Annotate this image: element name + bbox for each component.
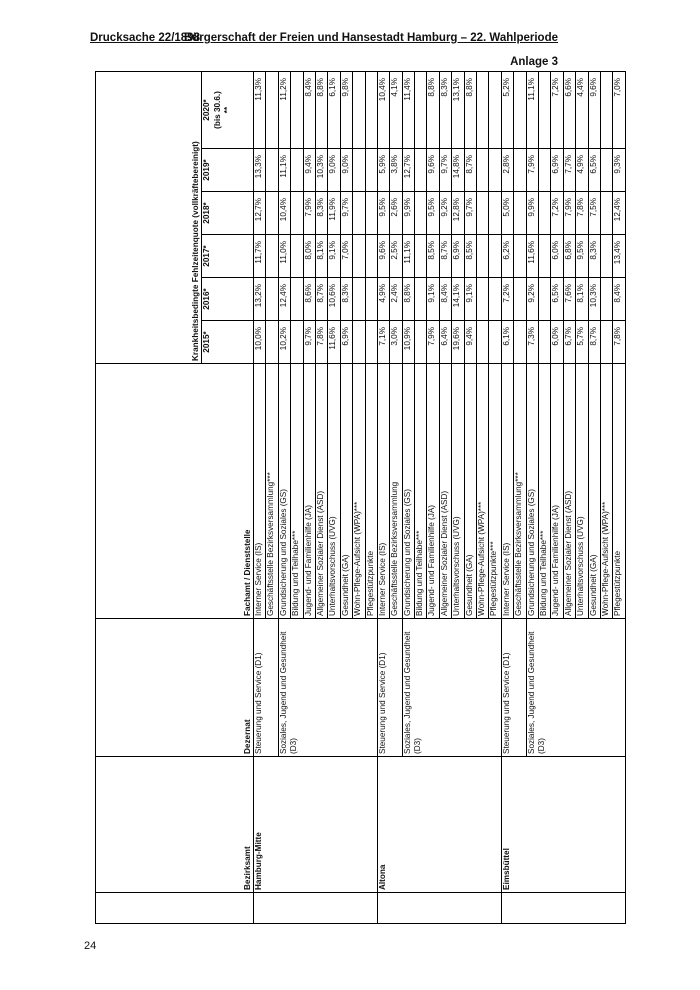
fachamt-cell: Grundsicherung und Soziales (GS) (402, 364, 414, 619)
fachamt-cell: Bildung und Teilhabe*** (291, 364, 303, 619)
value-cell: 7,7% (563, 149, 575, 192)
table-header (96, 71, 254, 923)
value-cell (353, 321, 365, 364)
value-cell: 9,8% (340, 71, 352, 148)
value-cell: 14,1% (452, 278, 464, 321)
value-cell (291, 278, 303, 321)
value-cell (538, 278, 550, 321)
value-cell (266, 235, 278, 278)
value-cell (266, 71, 278, 148)
value-cell: 11,9% (328, 192, 340, 235)
value-cell: 9,9% (526, 192, 538, 235)
value-cell (365, 192, 377, 235)
value-cell: 11,7% (254, 235, 266, 278)
value-cell: 11,1% (402, 235, 414, 278)
value-cell: 8,5% (427, 235, 439, 278)
value-cell: 9,7% (464, 192, 476, 235)
fachamt-cell: Allgemeiner Sozialer Dienst (ASD) (315, 364, 327, 619)
value-cell (477, 192, 489, 235)
value-cell: 7,0% (340, 235, 352, 278)
value-cell: 5,0% (501, 192, 513, 235)
value-cell: 6,4% (439, 321, 451, 364)
dezernat-cell: Soziales, Jugend und Gesundheit (D3) (402, 619, 501, 757)
value-cell (365, 321, 377, 364)
value-cell (291, 149, 303, 192)
value-cell (477, 149, 489, 192)
fachamt-cell: Pflegestützpunkte (613, 364, 625, 619)
value-cell (489, 235, 501, 278)
value-cell: 9,0% (340, 149, 352, 192)
bezirksamt-cell: Eimsbüttel (501, 757, 625, 893)
fachamt-cell: Wohn-Pflege-Aufsicht (WPA)*** (353, 364, 365, 619)
fachamt-cell: Bildung und Teilhabe*** (538, 364, 550, 619)
value-cell: 9,4% (464, 321, 476, 364)
fachamt-cell: Interner Service (IS) (377, 364, 389, 619)
sick-leave-table (95, 71, 626, 924)
fachamt-cell: Jugend- und Familienhilfe (JA) (427, 364, 439, 619)
value-cell (365, 71, 377, 148)
year-header: 2017* (202, 235, 254, 278)
value-cell: 4,1% (390, 71, 402, 148)
value-cell (291, 235, 303, 278)
fachamt-cell: Pflegestützpunkte*** (489, 364, 501, 619)
value-cell (291, 321, 303, 364)
value-cell (415, 321, 427, 364)
value-cell: 9,1% (427, 278, 439, 321)
fachamt-cell: Geschäftsstelle Bezirksversammlung*** (514, 364, 526, 619)
page-number: 24 (84, 940, 97, 952)
value-cell: 9,1% (328, 235, 340, 278)
value-cell: 8,5% (464, 235, 476, 278)
bezirksamt-cell: Altona (377, 757, 501, 893)
value-cell (600, 192, 612, 235)
rotated-table-container (95, 72, 623, 924)
value-cell: 11,6% (526, 235, 538, 278)
fachamt-cell: Interner Service (IS) (254, 364, 266, 619)
value-cell: 13,4% (613, 235, 625, 278)
value-cell (266, 192, 278, 235)
value-cell: 9,9% (402, 192, 414, 235)
value-cell: 6,9% (340, 321, 352, 364)
value-cell (514, 321, 526, 364)
value-cell: 7,6% (563, 278, 575, 321)
year-header: 2019* (202, 149, 254, 192)
dezernat-cell: Soziales, Jugend und Gesundheit (D3) (278, 619, 377, 757)
value-cell (353, 192, 365, 235)
value-cell: 8,8% (402, 278, 414, 321)
value-cell (538, 235, 550, 278)
value-cell: 6,6% (563, 71, 575, 148)
value-cell: 6,9% (551, 149, 563, 192)
value-cell: 7,3% (526, 321, 538, 364)
value-cell: 9,6% (588, 71, 600, 148)
value-cell: 6,1% (501, 321, 513, 364)
value-cell: 8,3% (340, 278, 352, 321)
value-cell: 11,1% (278, 149, 290, 192)
table-rotation-frame (95, 72, 623, 924)
fachamt-cell: Gesundheit (GA) (588, 364, 600, 619)
value-cell (600, 235, 612, 278)
value-cell: 8,0% (303, 235, 315, 278)
value-cell (538, 321, 550, 364)
value-cell: 10,2% (278, 321, 290, 364)
value-cell: 2,6% (390, 192, 402, 235)
fachamt-cell: Wohn-Pflege-Aufsicht (WPA)*** (477, 364, 489, 619)
value-cell: 9,6% (377, 235, 389, 278)
value-cell: 11,3% (254, 71, 266, 148)
value-cell: 10,3% (315, 149, 327, 192)
value-cell (489, 192, 501, 235)
dezernat-cell: Steuerung und Service (D1) (377, 619, 402, 757)
value-cell: 13,2% (254, 278, 266, 321)
value-cell: 6,0% (551, 321, 563, 364)
table-row (377, 71, 389, 923)
value-cell: 4,9% (377, 278, 389, 321)
year-header: 2016* (202, 278, 254, 321)
value-cell (291, 71, 303, 148)
value-cell: 7,0% (613, 71, 625, 148)
value-cell: 8,1% (576, 278, 588, 321)
value-cell: 9,5% (427, 192, 439, 235)
value-cell: 11,2% (278, 71, 290, 148)
value-cell: 12,4% (278, 278, 290, 321)
value-cell (489, 321, 501, 364)
value-cell (477, 71, 489, 148)
fachamt-cell: Jugend- und Familienhilfe (JA) (303, 364, 315, 619)
value-cell: 7,9% (563, 192, 575, 235)
spacer-cell (254, 893, 378, 924)
value-cell: 11,4% (402, 71, 414, 148)
col-header-dezernat: Dezernat (96, 619, 254, 757)
fachamt-cell: Bildung und Teilhabe*** (415, 364, 427, 619)
value-cell: 8,8% (464, 71, 476, 148)
value-cell (353, 278, 365, 321)
value-cell (415, 235, 427, 278)
value-cell (353, 71, 365, 148)
spacer-cell (377, 893, 501, 924)
fachamt-cell: Interner Service (IS) (501, 364, 513, 619)
fachamt-cell: Grundsicherung und Soziales (GS) (526, 364, 538, 619)
value-cell: 2,8% (501, 149, 513, 192)
value-cell: 9,1% (464, 278, 476, 321)
value-cell: 7,2% (551, 192, 563, 235)
value-cell: 8,7% (464, 149, 476, 192)
value-cell: 10,4% (278, 192, 290, 235)
fachamt-cell: Unterhaltsvorschuss (UVG) (452, 364, 464, 619)
fachamt-cell: Allgemeiner Sozialer Dienst (ASD) (563, 364, 575, 619)
col-header-fachamt: Fachamt / Dienststelle (96, 364, 254, 619)
fachamt-cell: Allgemeiner Sozialer Dienst (ASD) (439, 364, 451, 619)
value-cell (600, 149, 612, 192)
value-cell (514, 235, 526, 278)
value-cell: 6,7% (563, 321, 575, 364)
value-cell (266, 278, 278, 321)
value-cell (266, 321, 278, 364)
value-cell: 12,7% (254, 192, 266, 235)
year-header: 2015* (202, 321, 254, 364)
value-cell: 13,1% (452, 71, 464, 148)
value-cell (353, 235, 365, 278)
fachamt-cell: Pflegestützpunkte (365, 364, 377, 619)
value-cell: 7,2% (551, 71, 563, 148)
value-cell (477, 235, 489, 278)
fachamt-cell: Gesundheit (GA) (464, 364, 476, 619)
table-row (254, 71, 266, 923)
value-cell (538, 192, 550, 235)
value-cell: 8,4% (439, 278, 451, 321)
value-cell: 7,9% (526, 149, 538, 192)
value-cell: 8,4% (613, 278, 625, 321)
value-cell: 5,9% (377, 149, 389, 192)
value-cell: 8,4% (303, 71, 315, 148)
value-cell: 6,5% (551, 278, 563, 321)
value-cell (415, 149, 427, 192)
value-cell: 8,8% (315, 71, 327, 148)
value-cell: 11,0% (278, 235, 290, 278)
value-cell (514, 71, 526, 148)
value-cell (489, 278, 501, 321)
col-header-bezirksamt: Bezirksamt (96, 757, 254, 893)
value-cell: 14,8% (452, 149, 464, 192)
value-cell: 8,3% (439, 71, 451, 148)
value-cell: 3,8% (390, 149, 402, 192)
value-cell: 10,0% (254, 321, 266, 364)
fachamt-cell: Grundsicherung und Soziales (GS) (278, 364, 290, 619)
value-cell: 8,3% (588, 235, 600, 278)
attachment-label: Anlage 3 (510, 56, 558, 68)
value-cell: 5,7% (576, 321, 588, 364)
fachamt-cell: Geschäftsstelle Bezirksversammlung (390, 364, 402, 619)
value-cell: 12,7% (402, 149, 414, 192)
value-cell (514, 149, 526, 192)
value-cell: 9,5% (576, 235, 588, 278)
value-cell: 12,4% (613, 192, 625, 235)
value-cell: 7,9% (427, 321, 439, 364)
value-cell: 6,1% (328, 71, 340, 148)
col-header-group: Krankheitsbedingte Fehlzeitenquote (vollkräftebereinigt) (96, 71, 202, 363)
dezernat-cell: Soziales, Jugend und Gesundheit (D3) (526, 619, 625, 757)
value-cell: 9,7% (340, 192, 352, 235)
value-cell: 9,0% (328, 149, 340, 192)
value-cell: 3,0% (390, 321, 402, 364)
value-cell: 7,8% (613, 321, 625, 364)
value-cell (266, 149, 278, 192)
fachamt-cell: Geschäftsstelle Bezirksversammlung*** (266, 364, 278, 619)
value-cell (538, 71, 550, 148)
value-cell: 6,5% (588, 149, 600, 192)
value-cell: 7,1% (377, 321, 389, 364)
value-cell: 10,4% (377, 71, 389, 148)
value-cell: 6,9% (452, 235, 464, 278)
value-cell: 8,3% (315, 192, 327, 235)
value-cell (600, 278, 612, 321)
fachamt-cell: Gesundheit (GA) (340, 364, 352, 619)
value-cell (415, 278, 427, 321)
value-cell (415, 192, 427, 235)
value-cell: 19,6% (452, 321, 464, 364)
value-cell: 13,3% (254, 149, 266, 192)
value-cell: 9,7% (303, 321, 315, 364)
value-cell: 7,2% (501, 278, 513, 321)
value-cell: 8,6% (303, 278, 315, 321)
value-cell (489, 149, 501, 192)
value-cell: 9,2% (526, 278, 538, 321)
value-cell: 10,3% (588, 278, 600, 321)
fachamt-cell: Unterhaltsvorschuss (UVG) (576, 364, 588, 619)
dezernat-cell: Steuerung und Service (D1) (501, 619, 526, 757)
table-row (501, 71, 513, 923)
value-cell (353, 149, 365, 192)
fachamt-cell: Unterhaltsvorschuss (UVG) (328, 364, 340, 619)
year-header: 2018* (202, 192, 254, 235)
value-cell: 9,5% (377, 192, 389, 235)
value-cell: 6,0% (551, 235, 563, 278)
value-cell: 7,8% (315, 321, 327, 364)
value-cell: 7,8% (576, 192, 588, 235)
value-cell: 10,9% (402, 321, 414, 364)
value-cell (365, 278, 377, 321)
value-cell (291, 192, 303, 235)
fachamt-cell: Jugend- und Familienhilfe (JA) (551, 364, 563, 619)
value-cell: 9,2% (439, 192, 451, 235)
year-header: 2020* (bis 30.6.) ** (202, 71, 254, 148)
value-cell: 8,1% (315, 235, 327, 278)
value-cell: 9,6% (427, 149, 439, 192)
value-cell: 4,4% (576, 71, 588, 148)
value-cell: 10,6% (328, 278, 340, 321)
value-cell: 8,7% (588, 321, 600, 364)
value-cell: 8,8% (427, 71, 439, 148)
value-cell: 9,3% (613, 149, 625, 192)
value-cell: 9,7% (439, 149, 451, 192)
value-cell: 11,1% (526, 71, 538, 148)
value-cell: 8,7% (439, 235, 451, 278)
value-cell (514, 192, 526, 235)
value-cell (600, 321, 612, 364)
drucksache-number: Drucksache 22/1898 (90, 32, 200, 44)
bezirksamt-cell: Hamburg-Mitte (254, 757, 378, 893)
value-cell (600, 71, 612, 148)
parliament-title: Bürgerschaft der Freien und Hansestadt Hamburg – 22. Wahlperiode (183, 32, 558, 44)
value-cell (489, 71, 501, 148)
value-cell: 7,5% (588, 192, 600, 235)
value-cell: 6,8% (563, 235, 575, 278)
value-cell: 2,5% (390, 235, 402, 278)
table-body (254, 71, 626, 923)
value-cell (365, 149, 377, 192)
value-cell: 8,7% (315, 278, 327, 321)
value-cell: 5,2% (501, 71, 513, 148)
value-cell (477, 321, 489, 364)
value-cell (477, 278, 489, 321)
value-cell (365, 235, 377, 278)
value-cell: 2,4% (390, 278, 402, 321)
value-cell: 7,9% (303, 192, 315, 235)
value-cell (538, 149, 550, 192)
value-cell: 12,8% (452, 192, 464, 235)
value-cell (415, 71, 427, 148)
value-cell (514, 278, 526, 321)
value-cell: 4,9% (576, 149, 588, 192)
value-cell: 9,4% (303, 149, 315, 192)
value-cell: 11,6% (328, 321, 340, 364)
value-cell: 6,2% (501, 235, 513, 278)
fachamt-cell: Wohn-Pflege-Aufsicht (WPA)*** (600, 364, 612, 619)
spacer-cell (501, 893, 625, 924)
dezernat-cell: Steuerung und Service (D1) (254, 619, 279, 757)
